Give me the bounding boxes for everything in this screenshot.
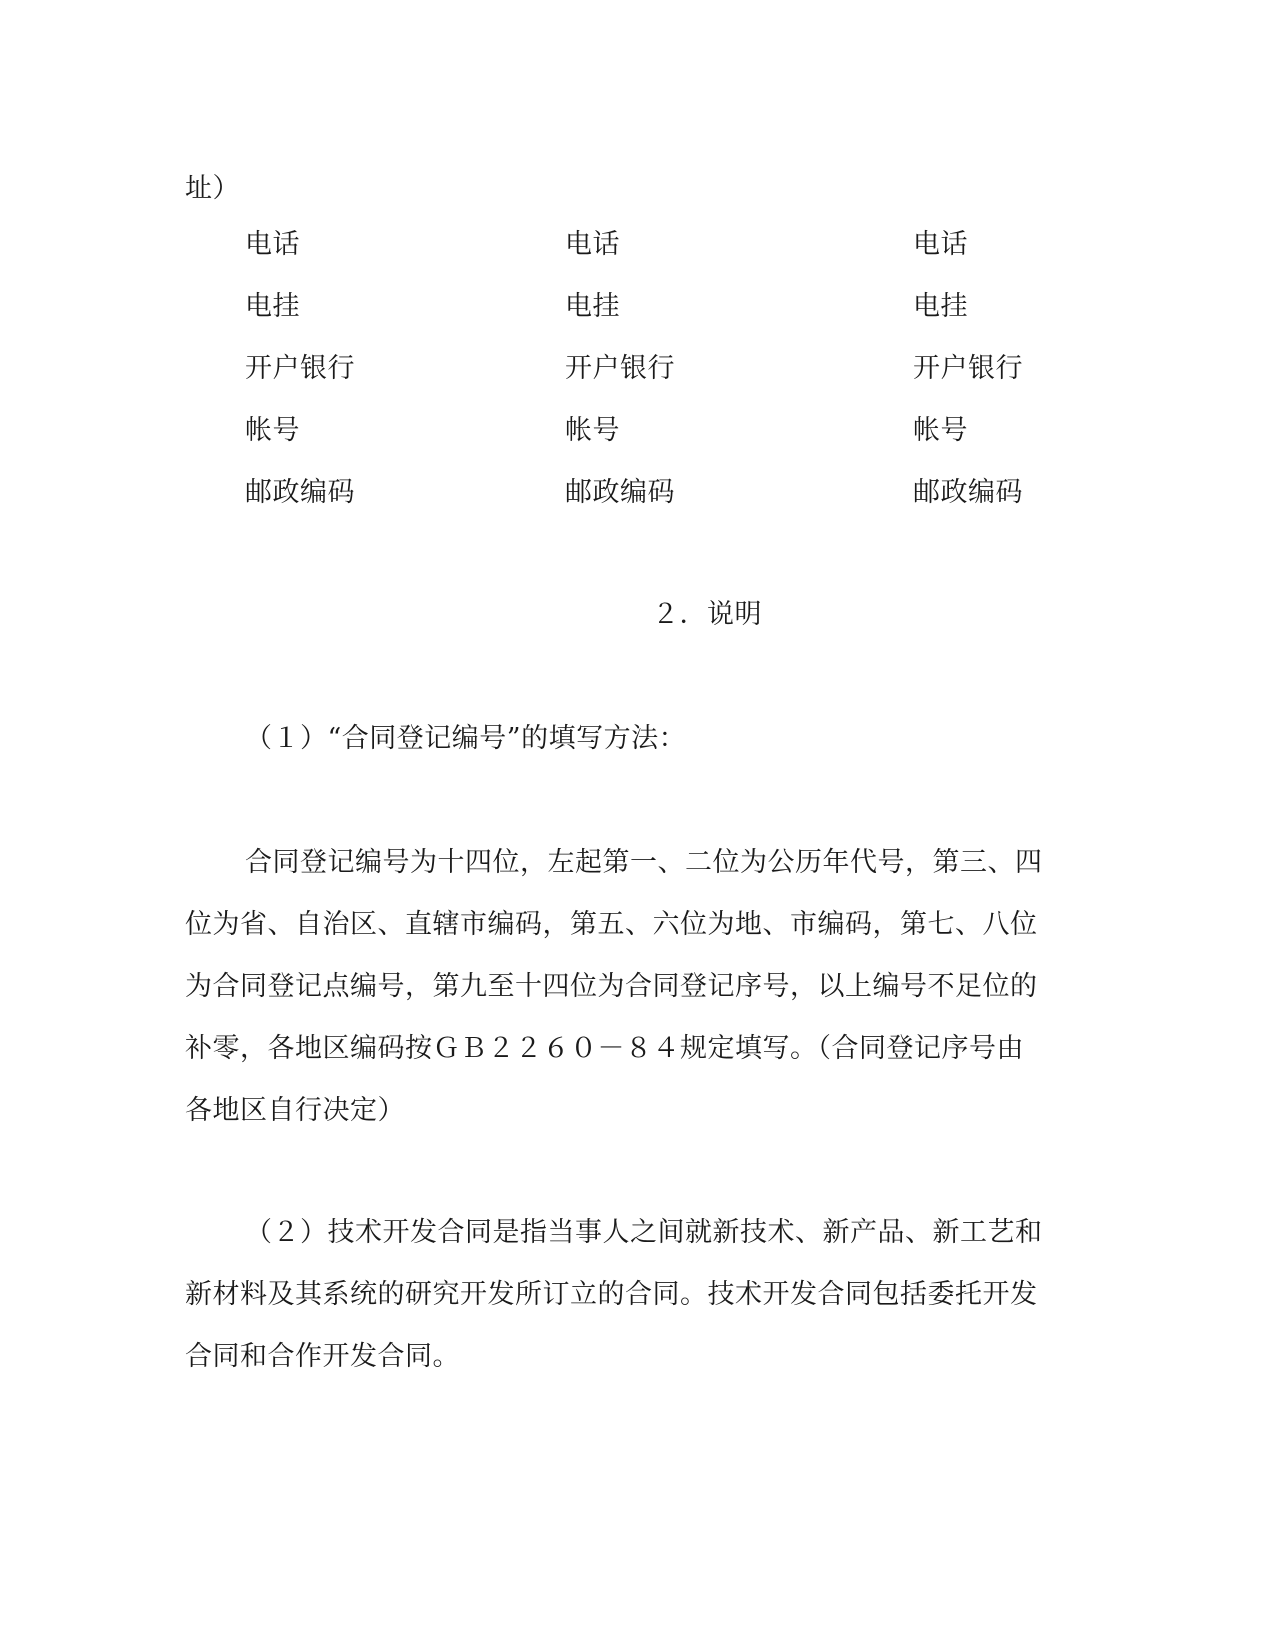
item2-paragraph-line: （２）技术开发合同是指当事人之间就新技术、新产品、新工艺和 bbox=[245, 1217, 1043, 1248]
field-account-party1: 帐号 bbox=[245, 415, 300, 446]
item2-paragraph-line: 合同和合作开发合同。 bbox=[185, 1341, 460, 1372]
item1-paragraph-line: 位为省、自治区、直辖市编码，第五、六位为地、市编码，第七、八位 bbox=[185, 909, 1038, 940]
field-bank-party1: 开户银行 bbox=[245, 353, 355, 384]
top-fragment: 址） bbox=[185, 173, 240, 204]
field-postcode-party3: 邮政编码 bbox=[913, 477, 1023, 508]
section-heading: ２．说明 bbox=[652, 599, 762, 630]
field-telegraph-party3: 电挂 bbox=[913, 291, 968, 322]
item1-paragraph-line: 各地区自行决定） bbox=[185, 1095, 405, 1126]
field-phone-party2: 电话 bbox=[565, 229, 620, 260]
field-telegraph-party1: 电挂 bbox=[245, 291, 300, 322]
field-telegraph-party2: 电挂 bbox=[565, 291, 620, 322]
item1-heading: （１）“合同登记编号”的填写方法： bbox=[245, 723, 687, 754]
item1-paragraph-line: 补零，各地区编码按ＧＢ２２６０－８４规定填写。（合同登记序号由 bbox=[185, 1033, 1024, 1064]
field-bank-party3: 开户银行 bbox=[913, 353, 1023, 384]
item1-paragraph-line: 为合同登记点编号，第九至十四位为合同登记序号，以上编号不足位的 bbox=[185, 971, 1038, 1002]
field-postcode-party1: 邮政编码 bbox=[245, 477, 355, 508]
field-phone-party3: 电话 bbox=[913, 229, 968, 260]
field-phone-party1: 电话 bbox=[245, 229, 300, 260]
field-postcode-party2: 邮政编码 bbox=[565, 477, 675, 508]
field-bank-party2: 开户银行 bbox=[565, 353, 675, 384]
item1-paragraph-line: 合同登记编号为十四位，左起第一、二位为公历年代号，第三、四 bbox=[245, 847, 1043, 878]
field-account-party2: 帐号 bbox=[565, 415, 620, 446]
field-account-party3: 帐号 bbox=[913, 415, 968, 446]
item2-paragraph-line: 新材料及其系统的研究开发所订立的合同。技术开发合同包括委托开发 bbox=[185, 1279, 1038, 1310]
